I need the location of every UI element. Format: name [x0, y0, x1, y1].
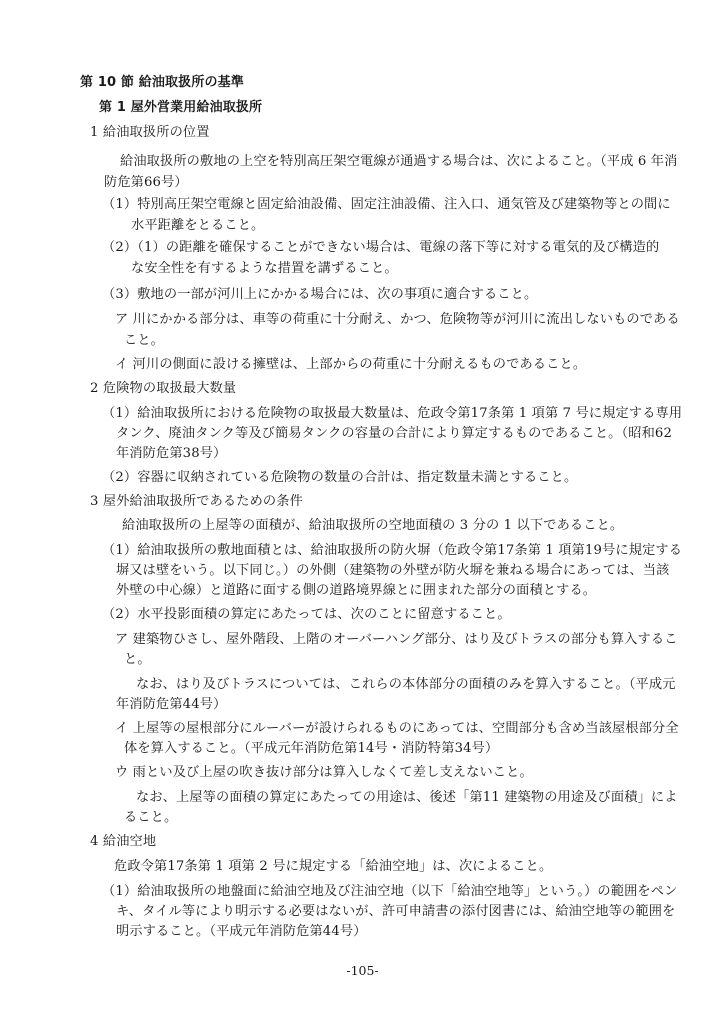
text-line: 塀又は壁をいう。以下同じ。）の外側（建築物の外壁が防火塀を兼ねる場合にあっては、当該	[116, 563, 670, 578]
text-line: （2）（1）の距離を確保することができない場合は、電線の落下等に対する電気的及び構造的	[102, 240, 660, 255]
text-line: と。	[124, 652, 151, 667]
page-number: -105-	[346, 963, 379, 978]
text-line: 明示すること。（平成元年消防危第44号）	[116, 924, 367, 939]
text-line: こと。	[124, 333, 165, 348]
text-line: なお、上屋等の面積の算定にあたっての用途は、後述「第11 建築物の用途及び面積」によ	[136, 790, 678, 805]
text-line: タンク、廃油タンク等及び簡易タンクの容量の合計により算定するものであること。（昭和62	[116, 426, 672, 441]
text-line: 1 給油取扱所の位置	[90, 125, 210, 140]
text-line: なお、はり及びトラスについては、これらの本体部分の面積のみを算入すること。（平成元	[136, 677, 676, 692]
text-line: 給油取扱所の敷地の上空を特別高圧架空電線が通過する場合は、次によること。（平成 6 年消	[120, 154, 678, 169]
text-line: （1）給油取扱所の地盤面に給油空地及び注油空地（以下「給油空地等」という。）の範囲をペン	[102, 884, 678, 899]
text-line: （2）容器に収納されている危険物の数量の合計は、指定数量未満とすること。	[102, 470, 578, 485]
text-line: ア 建築物ひさし、屋外階段、上階のオーバーハング部分、はり及びトラスの部分も算入するこ	[115, 632, 678, 647]
text-line: 水平距離をとること。	[131, 218, 265, 233]
text-line: 4 給油空地	[90, 834, 157, 849]
chapter-title: 第 10 節 給油取扱所の基準	[80, 75, 244, 90]
text-line: （1）給油取扱所における危険物の取扱最大数量は、危政令第17条第 1 項第 7 号に規定する専用	[102, 406, 683, 421]
text-line: ア 川にかかる部分は、車等の荷重に十分耐え、かつ、危険物等が河川に流出しないものである	[115, 312, 680, 327]
text-line: ウ 雨とい及び上屋の吹き抜け部分は算入しなくて差し支えないこと。	[115, 765, 533, 780]
text-line: 年消防危第44号）	[116, 697, 227, 712]
text-line: （1）給油取扱所の敷地面積とは、給油取扱所の防火塀（危政令第17条第 1 項第19号に規定する	[102, 543, 683, 558]
text-line: キ、タイル等により明示する必要はないが、許可申請書の添付図書には、給油空地等の範囲を	[116, 904, 676, 919]
text-line: 防危第66号）	[104, 175, 188, 190]
text-line: 給油取扱所の上屋等の面積が、給油取扱所の空地面積の 3 分の 1 以下であること。	[122, 518, 624, 533]
text-line: イ 河川の側面に設ける擁壁は、上部からの荷重に十分耐えるものであること。	[115, 357, 587, 372]
text-line: な安全性を有するような措置を講ずること。	[131, 261, 398, 276]
section-title: 第 1 屋外営業用給油取扱所	[99, 100, 263, 115]
text-line: 2 危険物の取扱最大数量	[90, 381, 237, 396]
text-line: 外壁の中心線）と道路に面する側の道路境界線とに囲まれた部分の面積とする。	[116, 583, 597, 598]
text-line: ること。	[124, 810, 178, 825]
text-line: （2）水平投影面積の算定にあたっては、次のことに留意すること。	[102, 607, 511, 622]
text-line: 年消防危第38号）	[116, 446, 227, 461]
text-line: （1）特別高圧架空電線と固定給油設備、固定注油設備、注入口、通気管及び建築物等との間に	[102, 197, 671, 212]
text-line: 体を算入すること。（平成元年消防危第14号・消防特第34号）	[124, 741, 499, 756]
text-line: （3）敷地の一部が河川上にかかる場合には、次の事項に適合すること。	[102, 287, 538, 302]
text-line: 3 屋外給油取扱所であるための条件	[90, 494, 303, 509]
text-line: 危政令第17条第 1 項第 2 号に規定する「給油空地」は、次によること。	[114, 859, 553, 874]
text-line: イ 上屋等の屋根部分にルーバーが設けられるものにあっては、空間部分も含め当該屋根部分全	[115, 721, 679, 736]
